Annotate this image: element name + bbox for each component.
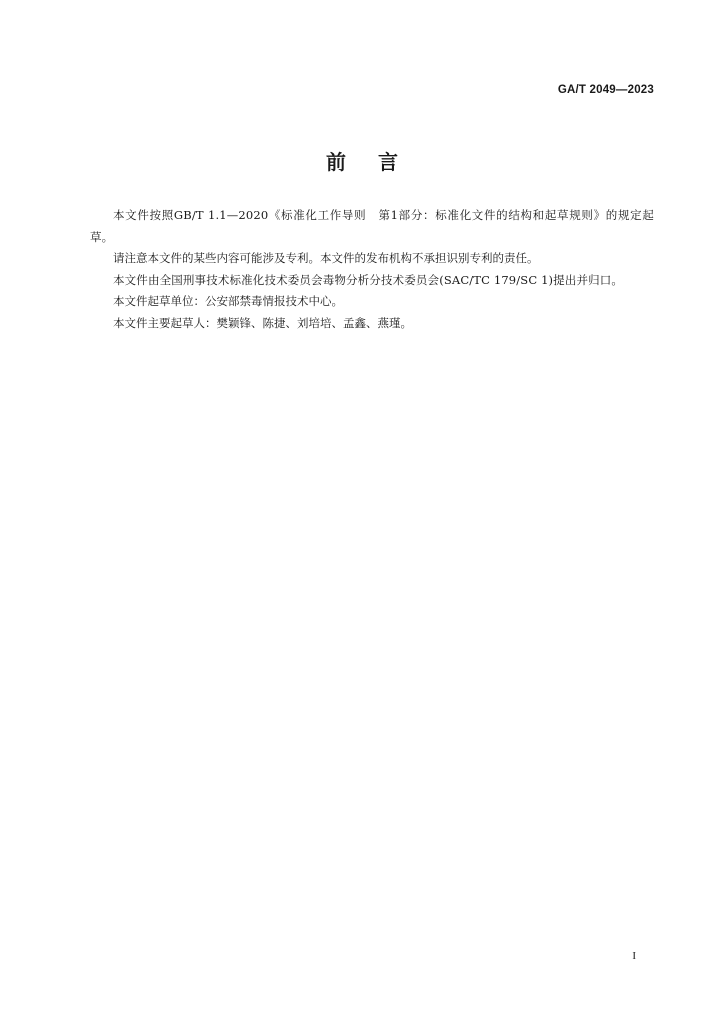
section-title-foreword [0,146,724,175]
paragraph-patent-notice: 请注意本文件的某些内容可能涉及专利。本文件的发布机构不承担识别专利的责任。 [113,251,539,265]
heading-char-1: 前 [326,150,346,174]
paragraph-drafters: 本文件主要起草人：樊颖锋、陈捷、刘培培、孟鑫、燕瑾。 [113,315,412,330]
paragraph-drafting-unit: 本文件起草单位：公安部禁毒情报技术中心。 [113,294,343,308]
document-standard-number: GA/T 2049—2023 [557,84,654,96]
heading-char-2: 言 [378,150,398,174]
foreword-body [90,205,654,334]
paragraph-proposing-committee: 本文件由全国刑事技术标准化技术委员会毒物分析分技术委员会(SAC/TC 179/SC 1)提出并归口。 [113,272,624,287]
page-number: I [632,950,636,962]
paragraph-drafting-rules: 本文件按照GB/T 1.1—2020《标准化工作导则 第1部分：标准化文件的结构和起草规则》的规定起草。 [90,208,654,244]
